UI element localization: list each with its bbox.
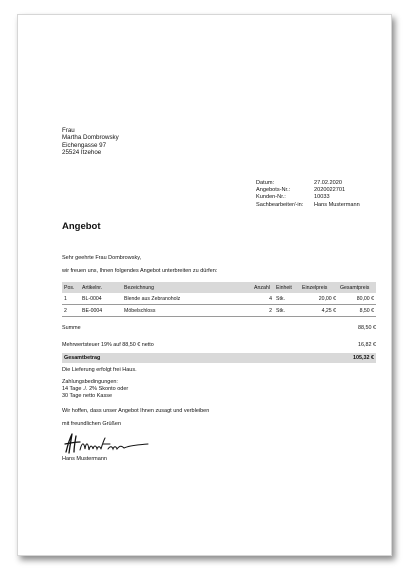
- meta-row-date: [256, 180, 360, 187]
- subtotal-label: Summe: [62, 325, 81, 331]
- signer-name: Hans Mustermann: [62, 456, 107, 462]
- greeting-text: Sehr geehrte Frau Dombrowsky,: [62, 255, 142, 261]
- meta-value: 27.02.2020: [314, 180, 342, 186]
- subtotal-row: [62, 325, 376, 331]
- payment-terms-line: 14 Tage ./. 2% Skonto oder: [62, 385, 129, 392]
- offer-meta: [256, 180, 360, 209]
- delivery-note: Die Lieferung erfolgt frei Haus.: [62, 367, 137, 373]
- meta-value: 10033: [314, 194, 330, 201]
- header-description: Bezeichnung: [122, 282, 252, 293]
- cell-total-price: 8,50 €: [338, 305, 376, 317]
- recipient-street: Eichengasse 97: [62, 141, 107, 149]
- document-page: [17, 14, 392, 556]
- payment-terms-heading: Zahlungsbedingungen:: [62, 379, 118, 385]
- cell-unit-price: 20,00 €: [300, 293, 338, 305]
- meta-row-clerk: [256, 202, 360, 209]
- cell-article-number: BE-0004: [80, 305, 122, 317]
- vat-label: Mehrwertsteuer 19% auf 88,50 € netto: [62, 342, 154, 348]
- document-title: Angebot: [62, 221, 101, 232]
- subtotal-value: 88,50 €: [358, 325, 376, 331]
- header-unit-price: Einzelpreis: [300, 282, 338, 293]
- payment-terms: [62, 379, 128, 399]
- handwritten-signature: [62, 432, 154, 456]
- payment-terms-line: 30 Tage netto Kasse: [62, 392, 113, 399]
- cell-quantity: 2: [252, 305, 274, 317]
- cell-unit-price: 4,25 €: [300, 305, 338, 317]
- closing-greeting: mit freundlichen Grüßen: [62, 421, 121, 427]
- header-quantity: Anzahl: [252, 282, 274, 293]
- closing-sentence: Wir hoffen, dass unser Angebot Ihnen zusagt und verbleiben: [62, 408, 210, 414]
- cell-pos: 2: [62, 305, 80, 317]
- cell-description: Möbelschloss: [122, 305, 252, 317]
- meta-label: Sachbearbeiter/-in:: [256, 201, 304, 208]
- recipient-address: [62, 127, 119, 157]
- table-header-row: [62, 282, 376, 293]
- meta-row-offer-number: [256, 187, 360, 194]
- recipient-salutation: Frau: [62, 127, 75, 134]
- intro-text: wir freuen uns, Ihnen folgendes Angebot unterbreiten zu dürfen:: [62, 268, 218, 274]
- header-total-price: Gesamtpreis: [338, 282, 376, 293]
- meta-label: Datum:: [256, 180, 275, 186]
- meta-value: 2020022701: [314, 187, 346, 194]
- recipient-city: 25524 Itzehoe: [62, 149, 102, 157]
- meta-label: Angebots-Nr.:: [256, 187, 291, 194]
- cell-description: Blende aus Zebranoholz: [122, 293, 252, 305]
- table-row: [62, 293, 376, 305]
- items-table: [62, 282, 376, 317]
- vat-row: [62, 342, 376, 348]
- meta-row-customer-number: [256, 194, 360, 201]
- cell-unit: Stk.: [274, 305, 300, 317]
- meta-value: Hans Mustermann: [314, 201, 360, 208]
- grand-total-label: Gesamtbetrag: [64, 355, 101, 361]
- cell-quantity: 4: [252, 293, 274, 305]
- header-pos: Pos.: [62, 282, 80, 293]
- vat-value: 16,82 €: [358, 342, 376, 348]
- header-unit: Einheit: [274, 282, 300, 293]
- cell-total-price: 80,00 €: [338, 293, 376, 305]
- grand-total-value: 105,32 €: [353, 355, 374, 361]
- meta-label: Kunden-Nr.:: [256, 194, 286, 201]
- recipient-name: Martha Dombrowsky: [62, 134, 119, 142]
- grand-total-row: [62, 353, 376, 363]
- cell-pos: 1: [62, 293, 80, 305]
- table-row: [62, 305, 376, 317]
- cell-article-number: BL-0004: [80, 293, 122, 305]
- cell-unit: Stk.: [274, 293, 300, 305]
- header-article-number: Artikelnr.: [80, 282, 122, 293]
